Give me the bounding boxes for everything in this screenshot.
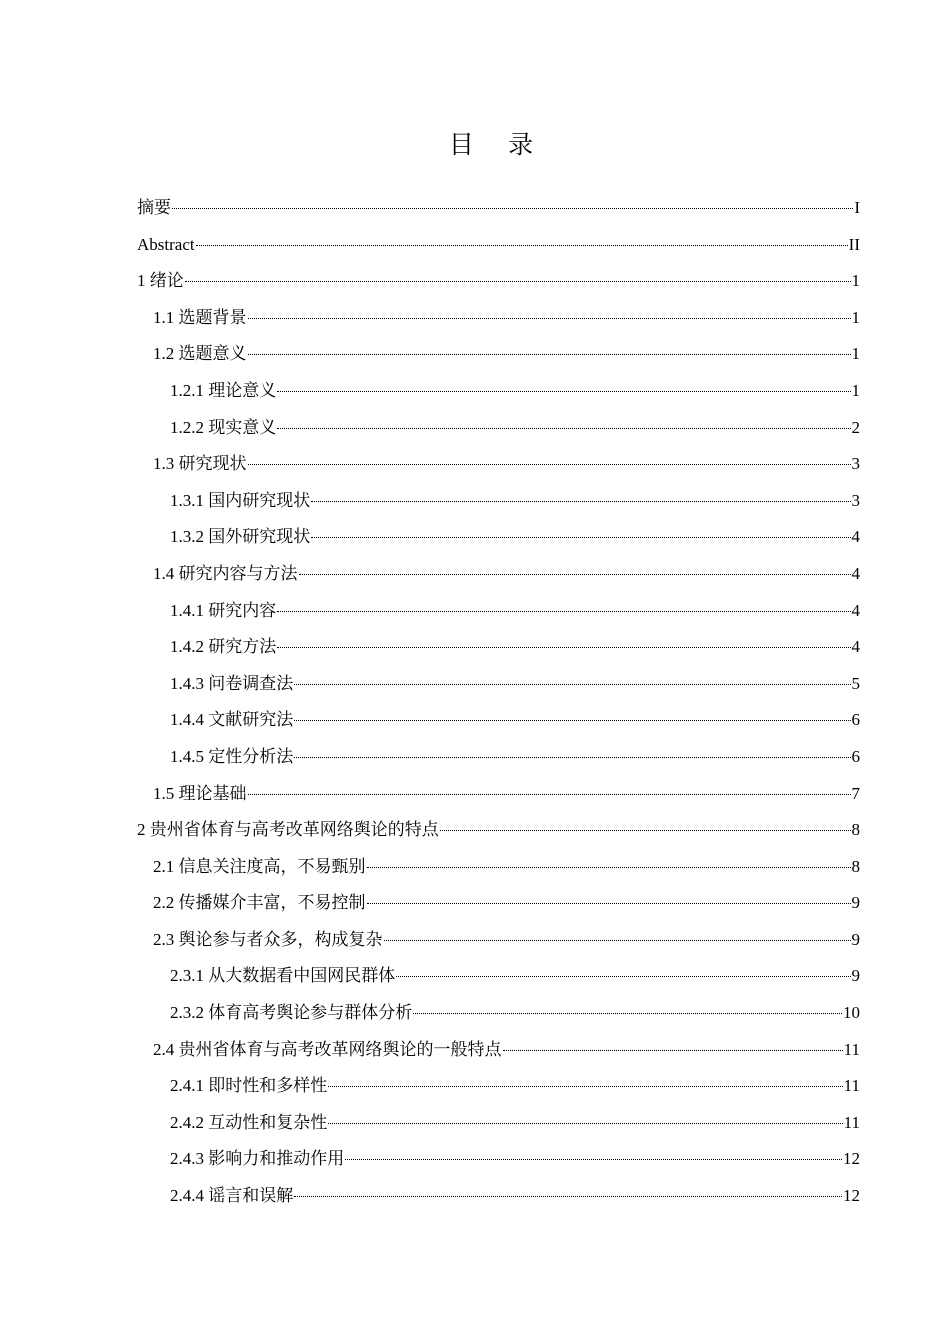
toc-entry-page-number: 4 <box>851 637 860 657</box>
toc-entry-title: 2.2 传播媒介丰富，不易控制 <box>153 893 366 913</box>
dot-leader <box>367 903 851 904</box>
toc-entry-page-number: 10 <box>843 1003 860 1023</box>
toc-entry[interactable] <box>137 922 860 959</box>
toc-entry[interactable] <box>137 1105 860 1142</box>
dot-leader <box>248 464 851 465</box>
toc-entry-page-number: II <box>848 234 860 254</box>
toc-entry[interactable] <box>137 263 860 300</box>
toc-entry-page-number: 9 <box>851 929 860 949</box>
toc-entry-title: 1.2.2 现实意义 <box>170 417 277 437</box>
toc-entry-title: 1.4.4 文献研究法 <box>170 710 294 730</box>
toc-entry-title: 2.4.3 影响力和推动作用 <box>170 1149 345 1169</box>
toc-entry-title: 2.4.2 互动性和复杂性 <box>170 1112 328 1132</box>
toc-entry-title: 1.3 研究现状 <box>153 454 247 474</box>
toc-entry[interactable] <box>137 702 860 739</box>
toc-entry-page-number: 1 <box>851 380 860 400</box>
toc-entry-title: 摘要 <box>137 198 171 217</box>
dot-leader <box>294 757 850 758</box>
toc-entry-title: 2.1 信息关注度高，不易甄别 <box>153 856 366 876</box>
toc-entry[interactable] <box>137 739 860 776</box>
toc-entry-page-number: 11 <box>843 1076 860 1096</box>
toc-entry[interactable] <box>137 849 860 886</box>
toc-entry-title: 1.4.5 定性分析法 <box>170 746 294 766</box>
toc-entry-page-number: 12 <box>843 1149 860 1169</box>
dot-leader <box>172 208 853 209</box>
toc-entry[interactable] <box>137 666 860 703</box>
dot-leader <box>503 1050 843 1051</box>
toc-entry[interactable] <box>137 556 860 593</box>
toc-entry-page-number: 11 <box>843 1039 860 1059</box>
toc-entry-page-number: 2 <box>851 417 860 437</box>
dot-leader <box>440 830 851 831</box>
toc-entry-page-number: 12 <box>843 1186 860 1206</box>
toc-entry[interactable] <box>137 410 860 447</box>
dot-leader <box>396 976 850 977</box>
toc-entry[interactable] <box>137 1141 860 1178</box>
toc-entry[interactable] <box>137 995 860 1032</box>
toc-entry[interactable] <box>137 446 860 483</box>
table-of-contents <box>137 190 860 1215</box>
dot-leader <box>277 428 850 429</box>
dot-leader <box>299 574 851 575</box>
dot-leader <box>277 647 850 648</box>
toc-entry-title: 2.4 贵州省体育与高考改革网络舆论的一般特点 <box>153 1039 502 1059</box>
toc-entry-title: 1.2 选题意义 <box>153 344 247 364</box>
dot-leader <box>248 354 851 355</box>
toc-entry-title: 2.3.2 体育高考舆论参与群体分析 <box>170 1003 413 1023</box>
toc-entry-title: 2.3 舆论参与者众多，构成复杂 <box>153 929 383 949</box>
toc-entry-title: 1.5 理论基础 <box>153 783 247 803</box>
toc-entry-page-number: 6 <box>851 710 860 730</box>
toc-entry[interactable] <box>137 300 860 337</box>
dot-leader <box>328 1123 842 1124</box>
toc-entry[interactable] <box>137 1068 860 1105</box>
toc-entry-page-number: I <box>854 198 860 217</box>
dot-leader <box>248 794 851 795</box>
dot-leader <box>277 611 850 612</box>
toc-entry-page-number: 7 <box>851 783 860 803</box>
dot-leader <box>294 684 850 685</box>
page-title: 目 录 <box>448 132 548 159</box>
toc-entry[interactable] <box>137 483 860 520</box>
toc-entry[interactable] <box>137 812 860 849</box>
toc-entry[interactable] <box>137 190 860 227</box>
toc-entry-page-number: 8 <box>851 820 860 840</box>
toc-entry[interactable] <box>137 593 860 630</box>
dot-leader <box>367 867 851 868</box>
toc-entry-title: Abstract <box>137 234 195 254</box>
toc-entry-title: 1.4.2 研究方法 <box>170 637 277 657</box>
dot-leader <box>328 1086 842 1087</box>
toc-entry-page-number: 5 <box>851 673 860 693</box>
toc-entry-page-number: 1 <box>851 271 860 291</box>
toc-entry-page-number: 9 <box>851 966 860 986</box>
toc-entry[interactable] <box>137 336 860 373</box>
toc-entry[interactable] <box>137 227 860 264</box>
toc-entry[interactable] <box>137 885 860 922</box>
toc-entry-title: 2.3.1 从大数据看中国网民群体 <box>170 966 396 986</box>
toc-entry-title: 1.3.2 国外研究现状 <box>170 527 311 547</box>
dot-leader <box>196 245 848 246</box>
dot-leader <box>345 1159 842 1160</box>
toc-entry-title: 1.3.1 国内研究现状 <box>170 490 311 510</box>
toc-entry[interactable] <box>137 629 860 666</box>
toc-entry-title: 1.1 选题背景 <box>153 307 247 327</box>
toc-entry-title: 1.2.1 理论意义 <box>170 380 277 400</box>
toc-entry-page-number: 4 <box>851 563 860 583</box>
toc-entry[interactable] <box>137 519 860 556</box>
toc-entry[interactable] <box>137 1178 860 1215</box>
toc-entry[interactable] <box>137 776 860 813</box>
dot-leader <box>311 501 850 502</box>
toc-entry-page-number: 11 <box>843 1112 860 1132</box>
toc-entry-page-number: 1 <box>851 307 860 327</box>
toc-entry-title: 1.4.3 问卷调查法 <box>170 673 294 693</box>
toc-entry-title: 2.4.1 即时性和多样性 <box>170 1076 328 1096</box>
toc-entry-page-number: 6 <box>851 746 860 766</box>
toc-entry[interactable] <box>137 373 860 410</box>
toc-entry-page-number: 3 <box>851 454 860 474</box>
dot-leader <box>277 391 850 392</box>
toc-entry-page-number: 8 <box>851 856 860 876</box>
toc-entry-page-number: 1 <box>851 344 860 364</box>
toc-entry-page-number: 3 <box>851 490 860 510</box>
toc-entry-page-number: 9 <box>851 893 860 913</box>
dot-leader <box>294 720 850 721</box>
dot-leader <box>413 1013 842 1014</box>
dot-leader <box>248 318 851 319</box>
toc-entry-title: 1.4.1 研究内容 <box>170 600 277 620</box>
dot-leader <box>185 281 851 282</box>
toc-entry-page-number: 4 <box>851 527 860 547</box>
toc-entry-page-number: 4 <box>851 600 860 620</box>
toc-entry-title: 2.4.4 谣言和误解 <box>170 1186 294 1206</box>
dot-leader <box>294 1196 842 1197</box>
toc-entry[interactable] <box>137 958 860 995</box>
dot-leader <box>311 537 850 538</box>
dot-leader <box>384 940 851 941</box>
toc-entry-title: 1.4 研究内容与方法 <box>153 563 298 583</box>
toc-entry-title: 1 绪论 <box>137 271 184 291</box>
toc-entry[interactable] <box>137 1032 860 1069</box>
toc-entry-title: 2 贵州省体育与高考改革网络舆论的特点 <box>137 820 439 840</box>
